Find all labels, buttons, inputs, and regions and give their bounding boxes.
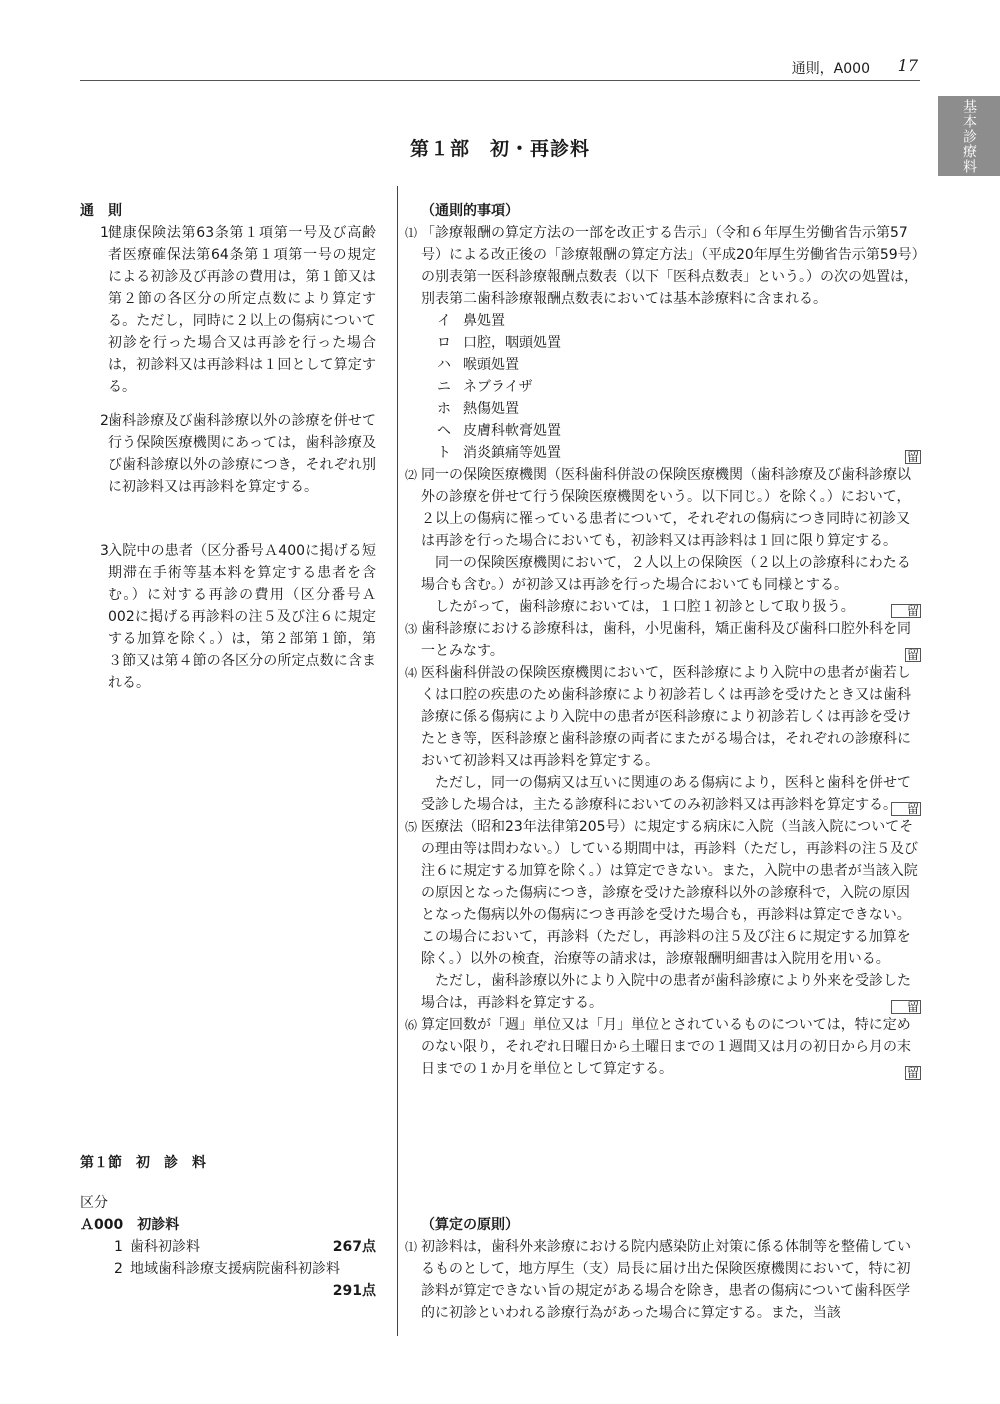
note-number: ⑸: [405, 820, 418, 834]
column-divider: [397, 186, 398, 1336]
header-section-ref: 通則，A000: [791, 61, 870, 77]
sub-item: ロ 口腔，咽頭処置: [437, 335, 561, 351]
note-item: [405, 1014, 921, 1080]
section-1-block: [80, 1152, 376, 1302]
rule-text: 健康保険法第63条第１項第一号及び高齢者医療確保法第64条第１項第一号の規定による初診及び再診の費用は，第１節又は第２節の各区分の所定点数により算定する。ただし，同時に２以上の傷病について初診を行った場合又は再診を行った場合は，初診料又は再診料は１回として算定する。: [108, 225, 376, 395]
fee-number: 1: [114, 1239, 123, 1255]
general-rules-heading: 通 則: [80, 203, 122, 219]
note-number: ⑹: [405, 1018, 418, 1032]
ryu-mark: 留: [891, 1000, 921, 1014]
note-item: [405, 1236, 921, 1324]
sub-item: ヘ 皮膚科軟膏処置: [437, 423, 561, 439]
ryu-mark: 留: [906, 450, 919, 464]
fee-label: 歯科初診料: [130, 1239, 200, 1255]
general-notes-block: [405, 200, 921, 1080]
sub-item: ニ ネブライザ: [437, 379, 533, 395]
note-text: 医科歯科併設の保険医療機関において，医科診療により入院中の患者が歯若しくは口腔の疾患のため歯科診療により初診若しくは再診を受けたとき又は歯科診療に係る傷病により入院中の患者が医科診療により初診若しくは再診を受けたとき等，医科診療と歯科診療の両者にまたがる場合は，それぞれの診療科において初診料又は再診料を算定する。: [421, 665, 911, 769]
note-number: ⑵: [405, 468, 418, 482]
rule-text: 歯科診療及び歯科診療以外の診療を併せて行う保険医療機関にあっては，歯科診療及び歯科診療以外の診療につき，それぞれ別に初診料又は再診料を算定する。: [108, 413, 376, 495]
note-item: [405, 816, 921, 1014]
ryu-mark: 留: [906, 1066, 919, 1080]
note-text: 算定回数が「週」単位又は「月」単位とされているものについては，特に定めのない限り，それぞれ日曜日から土曜日までの１週間又は月の初日から月の末日までの１か月を単位として算定する。 留: [421, 1017, 919, 1080]
sub-item: ト 消炎鎮痛等処置 留: [437, 445, 919, 464]
note-item: [405, 662, 921, 816]
note-paragraph: 同一の保険医療機関において，２人以上の保険医（２以上の診療科にわたる場合も含む。）が初診又は再診を行った場合においても同様とする。: [421, 555, 911, 593]
notes-heading: （通則的事項）: [421, 203, 519, 219]
rule-text: 入院中の患者（区分番号Ａ400に掲げる短期滞在手術等基本料を算定する患者を含む。）に対する再診の費用（区分番号Ａ002に掲げる再診料の注５及び注６に規定する加算を除く。）は，第２部第１節，第３節又は第４節の各区分の所定点数に含まれる。: [108, 543, 376, 691]
note-paragraph: したがって，歯科診療においては，１口腔１初診として取り扱う。 留: [435, 599, 919, 618]
part-title: 第１部 初・再診料: [409, 138, 590, 160]
ryu-mark: 留: [891, 604, 921, 618]
note-text: 医療法（昭和23年法律第205号）に規定する病床に入院（当該入院についてその理由等は問わない。）している期間中は，再診料（ただし，再診料の注５及び注６に規定する加算を除く。）は算定できない。また，入院中の患者が当該入院の原因となった傷病につき，診療を受けた診療科以外の診療科で，入院の原因となった傷病以外の傷病につき再診を受けた場合も，再診料は算定できない。この場合において，再診料（ただし，再診料の注５及び注６に規定する加算を除く。）以外の検査，治療等の請求は，診療報酬明細書は入院用を用いる。: [421, 819, 918, 967]
fee-row: [80, 1258, 376, 1280]
note-item: [405, 618, 921, 662]
note-text: 同一の保険医療機関（医科歯科併設の保険医療機関（歯科診療及び歯科診療以外の診療を併せて行う保険医療機関をいう。以下同じ。）を除く。）において，２以上の傷病に罹っている患者について，それぞれの傷病につき同時に初診又は再診を行った場合においても，初診料又は再診料は１回に限り算定する。: [421, 467, 911, 549]
principles-heading: （算定の原則）: [421, 1217, 519, 1233]
principles-block: [405, 1214, 921, 1324]
rule-item: [80, 410, 376, 498]
note-text: 歯科診療における診療科は，歯科，小児歯科，矯正歯科及び歯科口腔外科を同一とみなす。 留: [421, 621, 919, 662]
note-paragraph: ただし，歯科診療以外により入院中の患者が歯科診療により外来を受診した場合は，再診料を算定する。 留: [421, 973, 919, 1014]
rule-number: 1: [100, 225, 109, 241]
note-item: [405, 464, 921, 618]
note-item: [405, 222, 921, 464]
sub-item: イ 鼻処置: [437, 313, 505, 329]
note-paragraph: ただし，同一の傷病又は互いに関連のある傷病により，医科と歯科を併せて受診した場合は，主たる診療科においてのみ初診料又は再診料を算定する。 留: [421, 775, 919, 816]
sub-item: ホ 熱傷処置: [437, 401, 519, 417]
note-text: 「診療報酬の算定方法の一部を改正する告示」（令和６年厚生労働省告示第57号）による改正後の「診療報酬の算定方法」（平成20年厚生労働省告示第59号）の別表第一医科診療報酬点数表（以下「医科点数表」という。）の次の処置は，別表第二歯科診療報酬点数表においては基本診療料に含まれる。: [421, 225, 919, 307]
fee-label: 地域歯科診療支援病院歯科初診料: [130, 1261, 340, 1277]
page-number: 17: [897, 56, 918, 75]
rule-number: 2: [100, 413, 109, 429]
kubun-label: 区分: [80, 1195, 108, 1211]
note-text: 初診料は，歯科外来診療における院内感染防止対策に係る体制等を整備しているものとして，地方厚生（支）局長に届け出た保険医療機関において，特に初診料が算定できない旨の規定がある場合を除き，患者の傷病について歯科医学的に初診といわれる診療行為があった場合に算定する。また，当該: [421, 1239, 911, 1321]
sub-item: ハ 喉頭処置: [437, 357, 519, 373]
side-index-tab: 基本診療料: [938, 96, 1000, 176]
fee-row-points: [80, 1280, 376, 1302]
ryu-mark: 留: [891, 802, 921, 816]
ryu-mark: 留: [906, 648, 919, 662]
running-header: [80, 54, 920, 81]
fee-row: [80, 1236, 376, 1258]
fee-code-title: Ａ000 初診料: [80, 1217, 180, 1233]
rule-item: [80, 540, 376, 694]
fee-number: 2: [114, 1261, 123, 1277]
note-number: ⑴: [405, 226, 418, 240]
note-number: ⑶: [405, 622, 418, 636]
fee-points: 267点: [332, 1239, 376, 1255]
rule-item: [80, 222, 376, 398]
note-number: ⑷: [405, 666, 418, 680]
section-title: 第１節 初 診 料: [80, 1155, 206, 1171]
fee-points: 291点: [332, 1283, 376, 1299]
general-rules-block: [80, 200, 376, 398]
note-number: ⑴: [405, 1240, 418, 1254]
rule-number: 3: [100, 543, 109, 559]
